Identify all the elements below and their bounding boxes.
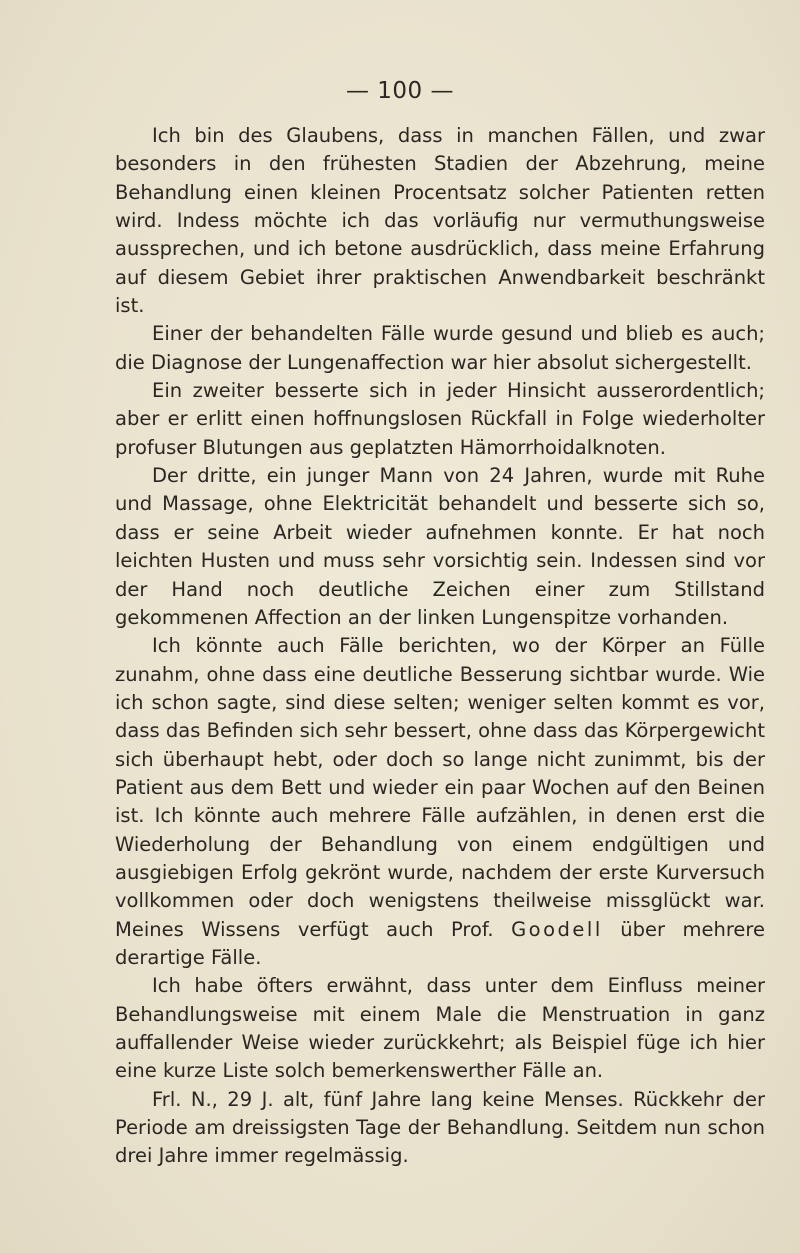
paragraph-5-tail: über mehrere derartige Fälle. xyxy=(115,917,765,969)
paragraph-3: Ein zweiter besserte sich in jeder Hinsicht ausserordentlich; aber er erlitt einen hoffnungslosen Rückfall in Folge wiederholter profuser Blutungen aus geplatzten Hämorrhoidalknoten. xyxy=(115,379,765,459)
paragraph-7: Frl. N., 29 J. alt, fünf Jahre lang keine Menses. Rückkehr der Periode am dreissigsten Tage der Behandlung. Seitdem nun schon drei Jahre immer regelmässig. xyxy=(115,1087,765,1168)
author-name: Goodell xyxy=(511,917,603,941)
paragraph-6: Ich habe öfters erwähnt, dass unter dem Einfluss meiner Behandlungsweise mit einem Male die Menstruation in ganz auffallender Weise wieder zurückkehrt; als Beispiel füge ich hier eine kurze Liste solch bemerkenswerther Fälle an. xyxy=(115,974,765,1083)
page-number: — 100 — xyxy=(345,78,455,104)
paragraph-4: Der dritte, ein junger Mann von 24 Jahren, wurde mit Ruhe und Massage, ohne Elektricität behandelt und besserte sich so, dass er seine Arbeit wieder aufnehmen konnte. Er hat noch leichten Husten und muss sehr vorsichtig sein. Indessen sind vor der Hand noch deutliche Zeichen einer zum Stillstand gekommenen Affection an der linken Lungenspitze vorhanden. xyxy=(115,464,765,629)
paragraph-2: Einer der behandelten Fälle wurde gesund und blieb es auch; die Diagnose der Lungenaffection war hier absolut sichergestellt. xyxy=(115,322,765,374)
paragraph-1: Ich bin des Glaubens, dass in manchen Fällen, und zwar besonders in den frühesten Stadien der Abzehrung, meine Behandlung einen kleinen Procentsatz solcher Patienten retten wird. Indess möchte ich das vorläufig nur vermuthungsweise aussprechen, und ich betone ausdrücklich, dass meine Erfahrung auf diesem Gebiet ihrer praktischen Anwendbarkeit beschränkt ist. xyxy=(115,124,765,318)
body-text xyxy=(115,122,765,1171)
paragraph-5-text: Ich könnte auch Fälle berichten, wo der Körper an Fülle zunahm, ohne dass eine deutliche Besserung sichtbar wurde. Wie ich schon sagte, sind diese selten; weniger selten kommt es vor, dass das Befinden sich sehr bessert, ohne dass das Körpergewicht sich überhaupt hebt, oder doch so lange nicht zunimmt, bis der Patient aus dem Bett und wieder ein paar Wochen auf den Beinen ist. Ich könnte auch mehrere Fälle aufzählen, in denen erst die Wiederholung der Behandlung von einem endgültigen und ausgiebigen Erfolg gekrönt wurde, nachdem der erste Kurversuch vollkommen oder doch wenigstens theilweise missglückt war. Meines Wissens verfügt auch Prof. xyxy=(115,634,765,941)
paragraph-5 xyxy=(115,632,765,972)
